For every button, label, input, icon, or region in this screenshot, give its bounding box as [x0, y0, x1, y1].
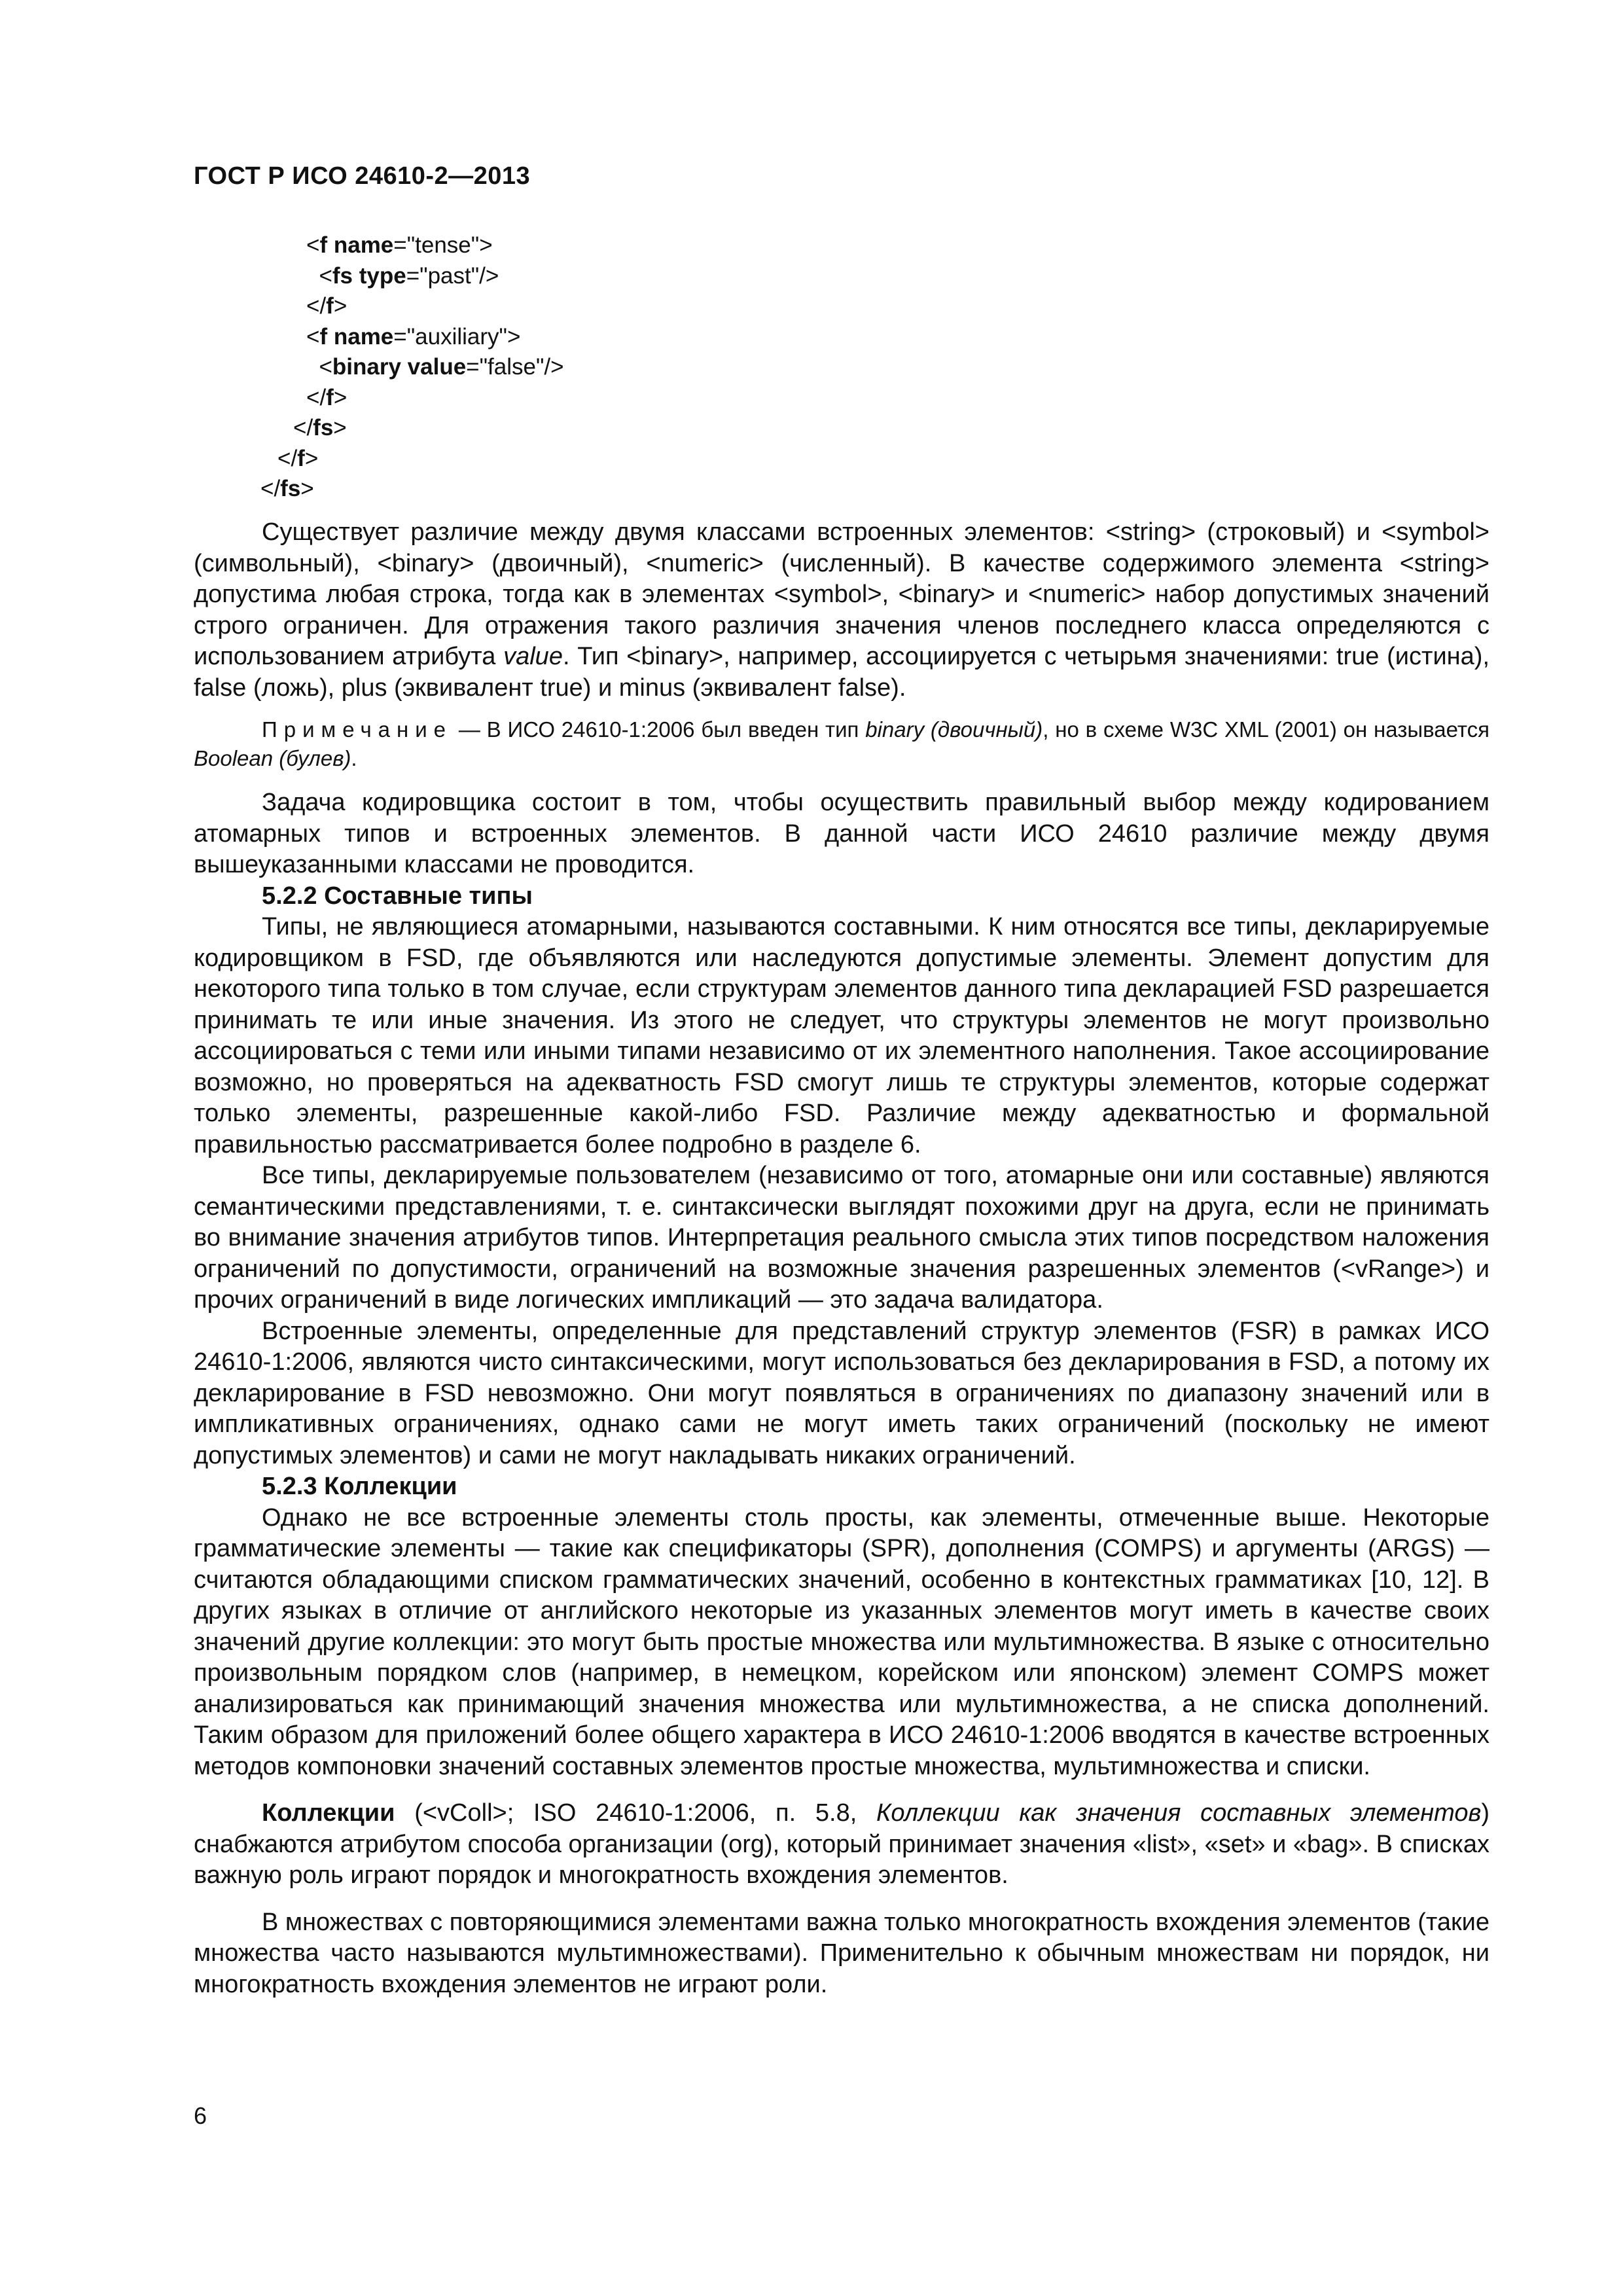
paragraph-collections-org: Коллекции (<vColl>; ISO 24610-1:2006, п. 5.8, Коллекции как значения составных элементов) снабжаются атрибутом способа организации (org), который принимает значения «list», «set» и «bag». В списках важную роль играют порядок и многократность вхождения элементов. — [194, 1799, 1489, 1889]
paragraph-multisets: В множествах с повторяющимися элементами важна только многократность вхождения элементов (такие множества часто называются мультимножествами). Применительно к обычным множествам ни порядок, ни многократность вхождения элементов не играют роли. — [194, 1908, 1489, 1998]
code-line: </fs> — [260, 476, 314, 501]
code-line: </f> — [306, 384, 348, 410]
page-number: 6 — [194, 2102, 207, 2129]
code-line: </f> — [277, 445, 319, 471]
paragraph-builtin-elements: Встроенные элементы, определенные для представлений структур элементов (FSR) в рамках ИСО 24610-1:2006, являются чисто синтаксическими, могут использоваться без декларирования в FSD, а потому их декларирование в FSD невозможно. Они могут появляться в ограничениях по диапазону значений или в импликативных ограничениях, однако сами не могут иметь таких ограничений (поскольку не имеют допустимых элементов) и сами не могут накладывать никаких ограничений. — [194, 1317, 1489, 1469]
xml-code-block — [260, 230, 564, 505]
section-heading-5-2-3: 5.2.3 Коллекции — [262, 1473, 457, 1500]
paragraph-builtin-classes: Существует различие между двумя классами встроенных элементов: <string> (строковый) и <symbol> (символьный), <binary> (двоичный), <numeric> (численный). В качестве содержимого элемента <string> допустима любая строка, тогда как в элементах <symbol>, <binary> и <numeric> набор допустимых значений строго ограничен. Для отражения такого различия значения членов последнего класса определяются с использованием атрибута value. Тип <binary>, например, ассоциируется с четырьмя значениями: true (истина), false (ложь), plus (эквивалент true) и minus (эквивалент false). — [194, 518, 1489, 702]
paragraph-composite-types: Типы, не являющиеся атомарными, называются составными. К ним относятся все типы, декларируемые кодировщиком в FSD, где объявляются или наследуются допустимые элементы. Элемент допустим для некоторого типа только в том случае, если структурам элементов данного типа декларацией FSD разрешается принимать те или иные значения. Из этого не следует, что структуры элементов не могут произвольно ассоциироваться с теми или иными типами независимо от их элементного наполнения. Такое ассоциирование возможно, но проверяться на адекватность FSD смогут лишь те структуры элементов, которые содержат только элементы, разрешенные какой-либо FSD. Различие между адекватностью и формальной правильностью рассматривается более подробно в разделе 6. — [194, 913, 1489, 1158]
code-line: <f name="tense"> — [306, 232, 493, 258]
note-paragraph: Примечание — В ИСО 24610-1:2006 был введен тип binary (двоичный), но в схеме W3C XML (2001) он называется Boolean (булев). — [194, 717, 1489, 770]
code-line: </f> — [306, 293, 348, 319]
paragraph-collections-intro: Однако не все встроенные элементы столь просты, как элементы, отмеченные выше. Некоторые грамматические элементы — такие как спецификаторы (SPR), дополнения (COMPS) и аргументы (ARGS) — считаются обладающими списком грамматических значений, особенно в контекстных грамматиках [10, 12]. В других языках в отличие от английского некоторые из указанных элементов могут иметь в качестве своих значений другие коллекции: это могут быть простые множества или мультимножества. В языке с относительно произвольным порядком слов (например, в немецком, корейском или японском) элемент COMPS может анализироваться как принимающий значения множества или мультимножества, а не списка дополнений. Таким образом для приложений более общего характера в ИСО 24610-1:2006 вводятся в качестве встроенных методов компоновки значений составных элементов простые множества, мультимножества и списки. — [194, 1503, 1489, 1780]
code-line: </fs> — [293, 415, 347, 440]
document-body — [194, 517, 1489, 2000]
code-line: <binary value="false"/> — [306, 354, 564, 380]
paragraph-user-types: Все типы, декларируемые пользователем (независимо от того, атомарные они или составные) являются семантическими представлениями, т. е. синтаксически выглядят похожими друг на друга, если не принимать во внимание значения атрибутов типов. Интерпретация реального смысла этих типов посредством наложения ограничений по допустимости, ограничений на возможные значения разрешенных элементов (<vRange>) и прочих ограничений в виде логических импликаций — это задача валидатора. — [194, 1162, 1489, 1314]
document-header: ГОСТ Р ИСО 24610-2—2013 — [194, 162, 531, 190]
note-label: Примечание — [262, 717, 453, 742]
section-heading-5-2-2: 5.2.2 Составные типы — [262, 882, 533, 910]
paragraph-encoder-task: Задача кодировщика состоит в том, чтобы осуществить правильный выбор между кодированием атомарных типов и встроенных элементов. В данной части ИСО 24610 различие между двумя вышеуказанными классами не проводится. — [194, 789, 1489, 878]
code-line: <f name="auxiliary"> — [306, 323, 521, 350]
code-line: <fs type="past"/> — [306, 262, 499, 289]
